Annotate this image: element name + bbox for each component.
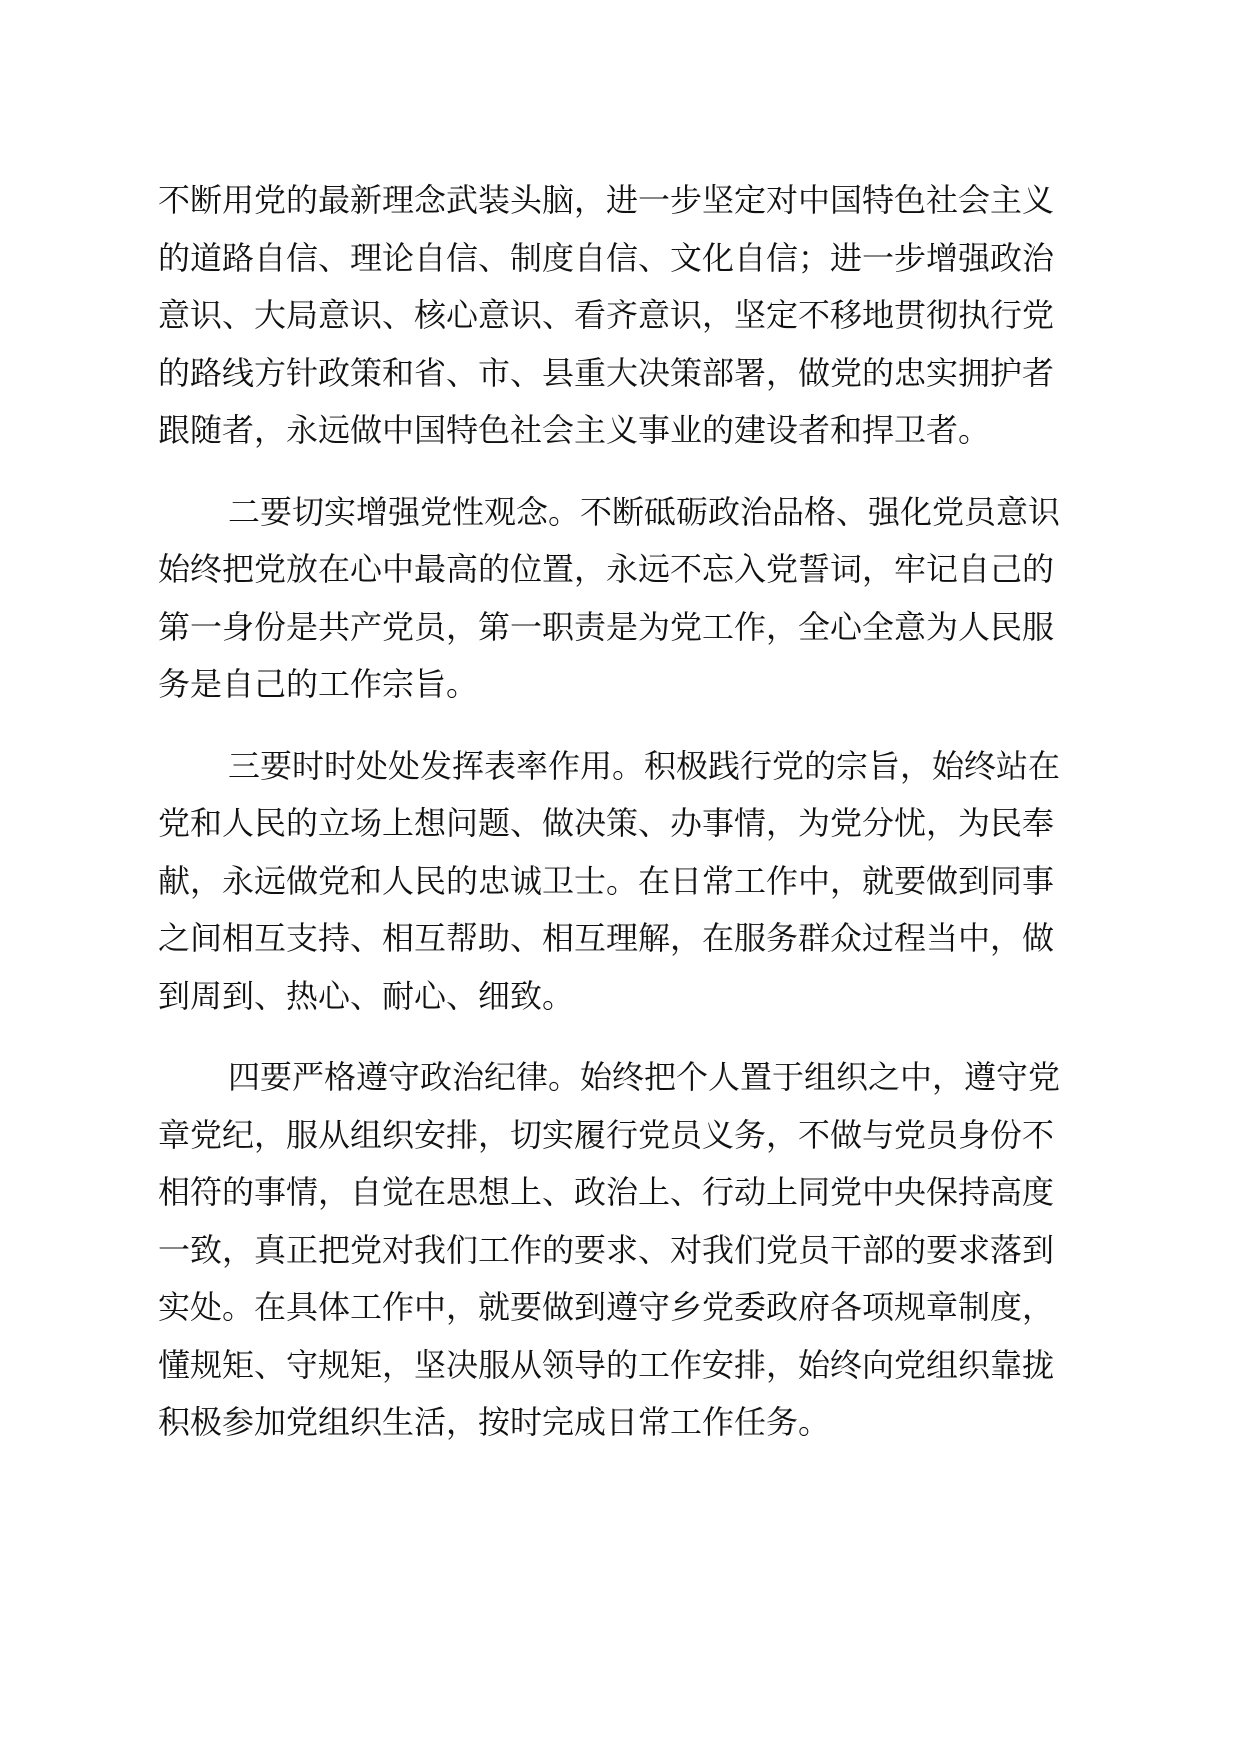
text-line: 始终把党放在心中最高的位置，永远不忘入党誓词，牢记自己的 bbox=[158, 550, 1055, 588]
text-line: 之间相互支持、相互帮助、相互理解，在服务群众过程当中，做 bbox=[158, 919, 1055, 957]
text-line: 务是自己的工作宗旨。 bbox=[158, 665, 479, 703]
text-line: 章党纪，服从组织安排，切实履行党员义务，不做与党员身份不 bbox=[158, 1115, 1055, 1154]
text-line: 积极参加党组织生活，按时完成日常工作任务。 bbox=[158, 1403, 831, 1441]
text-line: 相符的事情，自觉在思想上、政治上、行动上同党中央保持高度 bbox=[158, 1173, 1055, 1211]
text-line: 实处。在具体工作中，就要做到遵守乡党委政府各项规章制度， bbox=[158, 1288, 1055, 1326]
text-line: 四要严格遵守政治纪律。始终把个人置于组织之中，遵守党 bbox=[228, 1058, 1061, 1096]
text-line: 献，永远做党和人民的忠诚卫士。在日常工作中，就要做到同事 bbox=[158, 861, 1055, 900]
text-line: 的道路自信、理论自信、制度自信、文化自信；进一步增强政治 bbox=[158, 238, 1055, 277]
text-line: 意识、大局意识、核心意识、看齐意识，坚定不移地贯彻执行党 bbox=[158, 296, 1055, 334]
paragraph-1 bbox=[158, 172, 1108, 460]
paragraph-4 bbox=[158, 1049, 1108, 1452]
text-line: 懂规矩、守规矩，坚决服从领导的工作安排，始终向党组织靠拢 bbox=[158, 1345, 1055, 1384]
text-line: 党和人民的立场上想问题、做决策、办事情，为党分忧，为民奉 bbox=[158, 804, 1055, 842]
body-text bbox=[158, 172, 1108, 1476]
paragraph-3 bbox=[158, 738, 1108, 1026]
paragraph-2 bbox=[158, 484, 1108, 714]
text-line: 的路线方针政策和省、市、县重大决策部署，做党的忠实拥护者 bbox=[158, 353, 1055, 392]
text-line: 跟随者，永远做中国特色社会主义事业的建设者和捍卫者。 bbox=[158, 411, 991, 449]
text-line: 不断用党的最新理念武装头脑，进一步坚定对中国特色社会主义 bbox=[158, 181, 1055, 219]
text-line: 第一身份是共产党员，第一职责是为党工作，全心全意为人民服 bbox=[158, 607, 1055, 646]
text-line: 到周到、热心、耐心、细致。 bbox=[158, 976, 575, 1015]
text-line: 一致，真正把党对我们工作的要求、对我们党员干部的要求落到 bbox=[158, 1230, 1055, 1269]
text-line: 三要时时处处发挥表率作用。积极践行党的宗旨，始终站在 bbox=[228, 746, 1061, 785]
text-line: 二要切实增强党性观念。不断砥砺政治品格、强化党员意识 bbox=[228, 492, 1061, 531]
